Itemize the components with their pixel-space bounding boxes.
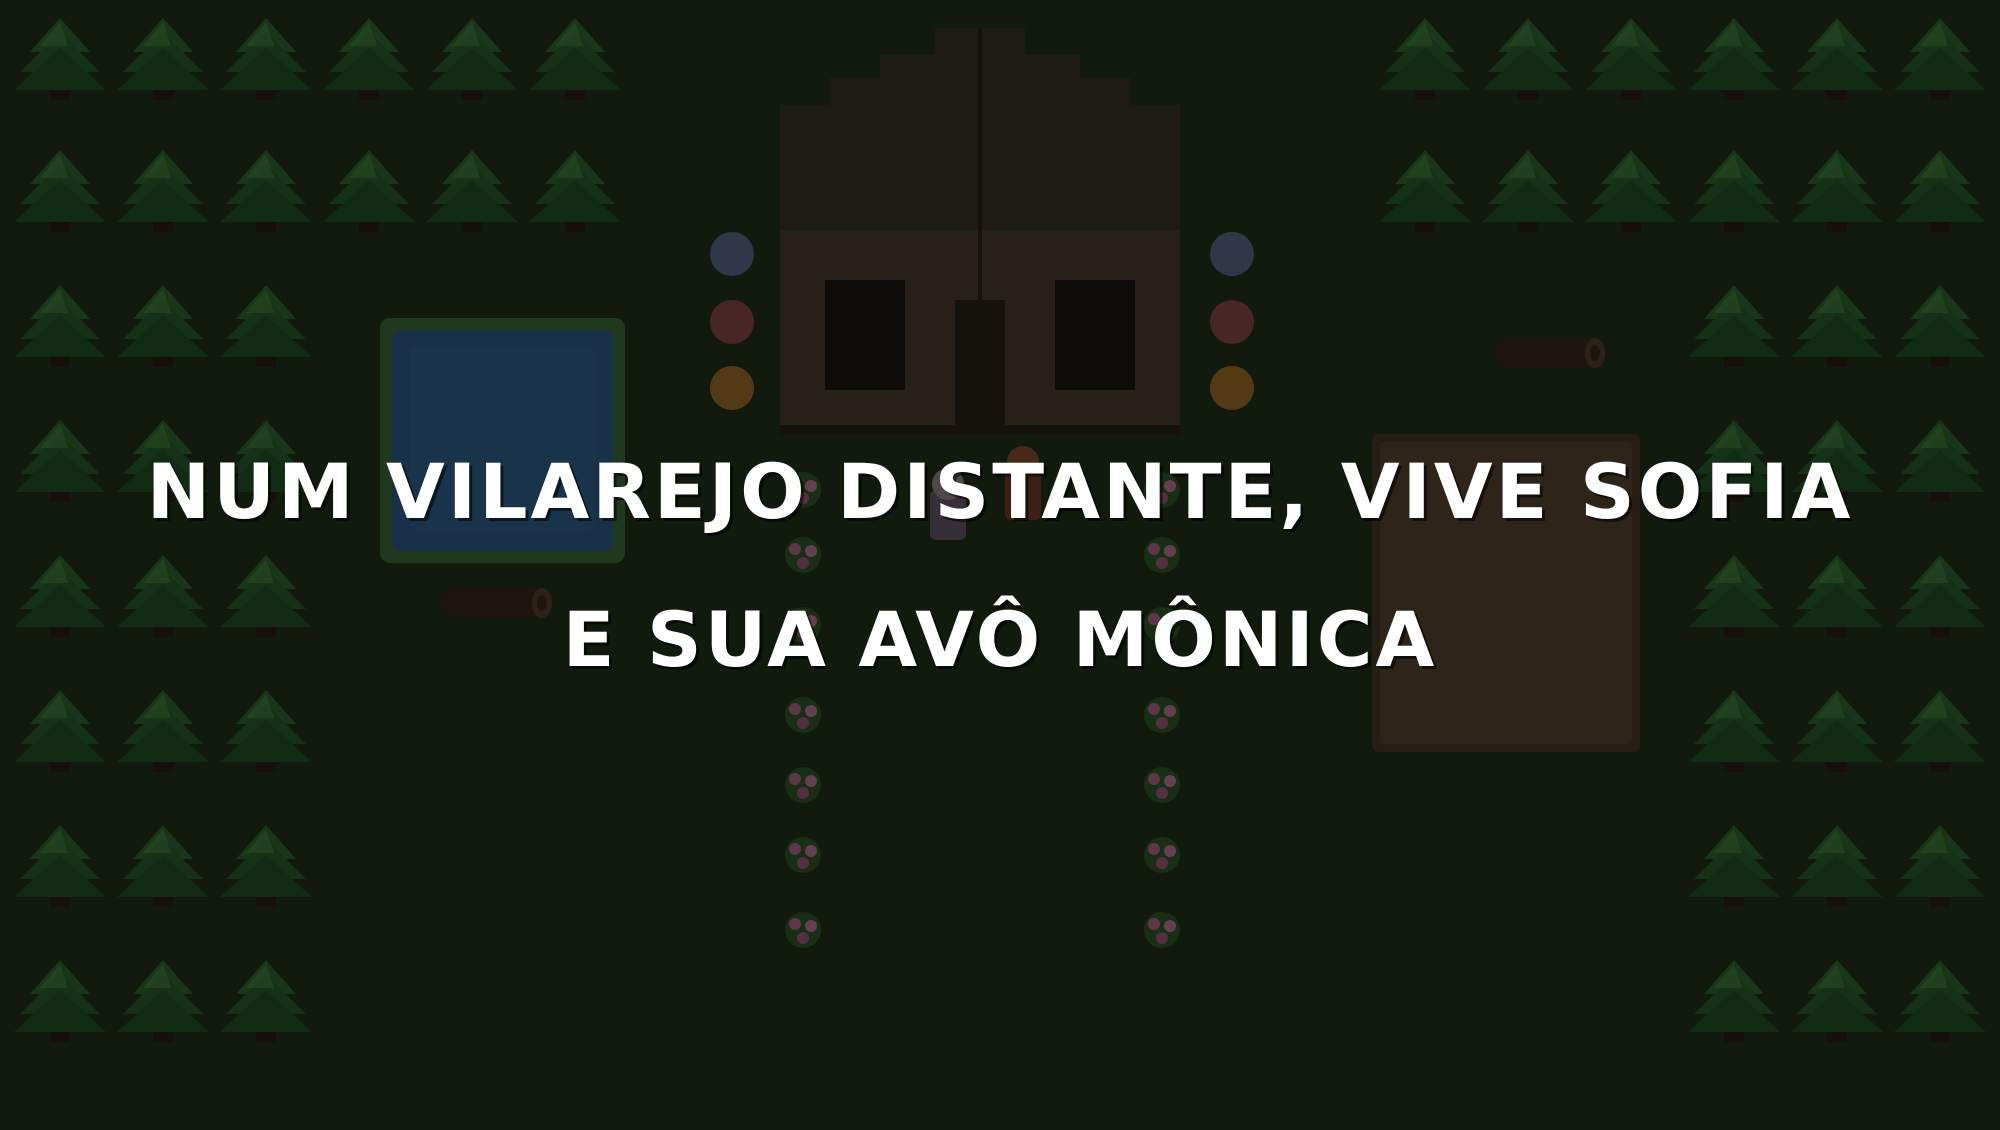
narration-text: [60, 418, 1940, 714]
flower-bush: [785, 837, 821, 873]
house-flowers-right: [1210, 232, 1254, 410]
flower-bush: [1144, 912, 1180, 948]
house: [780, 28, 1180, 435]
log-right: [1495, 338, 1605, 368]
flower-bush: [785, 767, 821, 803]
narration-line-1: NUM VILAREJO DISTANTE, VIVE SOFIA: [146, 447, 1854, 536]
house-flowers-left: [710, 232, 754, 410]
narration-line-2: E SUA AVÔ MÔNICA: [562, 595, 1438, 684]
flower-bush: [1144, 767, 1180, 803]
flower-bush: [1144, 837, 1180, 873]
flower-bush: [785, 912, 821, 948]
